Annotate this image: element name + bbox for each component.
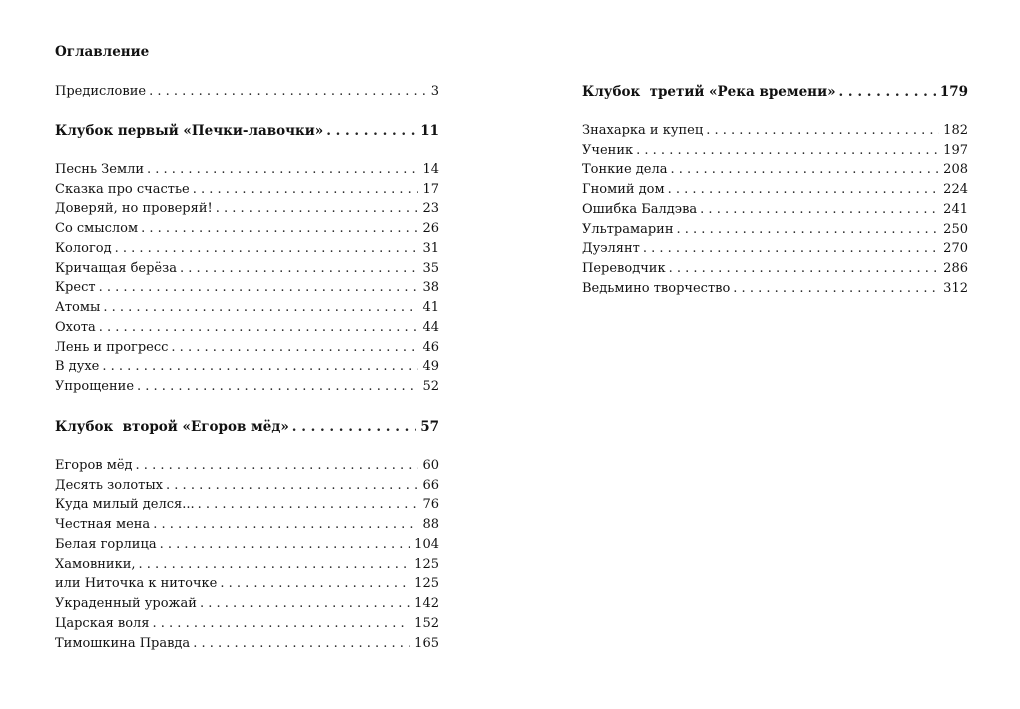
entry-page: 208: [943, 162, 968, 177]
part-page: 179: [939, 84, 968, 100]
toc-entry[interactable]: [55, 575, 439, 593]
dot-leader: [326, 122, 416, 140]
dot-leader: [200, 595, 410, 613]
entry-title: Ученик: [582, 143, 634, 158]
entry-title: Песнь Земли: [55, 162, 145, 177]
entry-page: 152: [414, 616, 439, 631]
dot-leader: [147, 161, 418, 179]
entry-page: 26: [422, 221, 439, 236]
dot-leader: [136, 457, 419, 475]
entry-title: Егоров мёд: [55, 458, 133, 473]
toc-entry[interactable]: [55, 161, 439, 179]
entry-title: Упрощение: [55, 379, 135, 394]
entry-title: Ведьмино творчество: [582, 281, 731, 296]
dot-leader: [220, 575, 410, 593]
entry-title: Знахарка и купец: [582, 123, 704, 138]
dot-leader: [668, 181, 940, 199]
toc-entry[interactable]: [55, 240, 439, 258]
dot-leader: [669, 260, 940, 278]
entry-title: Десять золотых: [55, 478, 164, 493]
dot-leader: [102, 358, 418, 376]
part-title: Клубок второй «Егоров мёд»: [55, 419, 289, 435]
dot-leader: [153, 516, 418, 534]
toc-entry[interactable]: [55, 615, 439, 633]
entry-title: Белая горлица: [55, 537, 157, 552]
entry-title: Украденный урожай: [55, 596, 197, 611]
toc-entry[interactable]: [55, 457, 439, 475]
entry-title: Сказка про счастье: [55, 182, 190, 197]
entry-title: Кричащая берёза: [55, 261, 177, 276]
entry-page: 60: [422, 458, 439, 473]
entry-page: 44: [422, 320, 439, 335]
toc-entry[interactable]: [582, 201, 968, 219]
dot-leader: [670, 161, 939, 179]
entry-page: 224: [943, 182, 968, 197]
entry-page: 41: [422, 300, 439, 315]
toc-entry[interactable]: [55, 279, 439, 297]
entry-page: 23: [422, 201, 439, 216]
toc-entry[interactable]: [582, 221, 968, 239]
entry-title: Тимошкина Правда: [55, 636, 191, 651]
entry-page: 88: [422, 517, 439, 532]
entry-page: 286: [943, 261, 968, 276]
entry-title: Хамовники,: [55, 557, 136, 572]
entry-title: Предисловие: [55, 84, 147, 99]
entry-page: 31: [422, 241, 439, 256]
toc-entry[interactable]: [55, 595, 439, 613]
toc-entry[interactable]: [582, 142, 968, 160]
dot-leader: [166, 477, 418, 495]
entry-title: Честная мена: [55, 517, 151, 532]
entry-page: 250: [943, 222, 968, 237]
toc-entry[interactable]: [582, 260, 968, 278]
dot-leader: [292, 418, 416, 436]
entry-page: 241: [943, 202, 968, 217]
toc-entry[interactable]: [582, 122, 968, 140]
toc-entry[interactable]: [582, 161, 968, 179]
toc-entry[interactable]: [582, 240, 968, 258]
dot-leader: [193, 181, 419, 199]
entry-page: 104: [414, 537, 439, 552]
dot-leader: [139, 556, 411, 574]
entry-title: Атомы: [55, 300, 101, 315]
dot-leader: [99, 319, 419, 337]
dot-leader: [700, 201, 939, 219]
entry-title: Куда милый делся...: [55, 497, 195, 512]
entry-page: 125: [414, 576, 439, 591]
part-page: 57: [420, 419, 439, 435]
toc-entry[interactable]: [582, 280, 968, 298]
dot-leader: [198, 496, 419, 514]
dot-leader: [839, 83, 936, 101]
toc-part-heading-3[interactable]: [582, 83, 968, 101]
dot-leader: [216, 200, 419, 218]
entry-title: Охота: [55, 320, 96, 335]
entry-page: 46: [422, 340, 439, 355]
entry-title: В духе: [55, 359, 100, 374]
entry-title: Дуэлянт: [582, 241, 640, 256]
toc-entry[interactable]: [55, 220, 439, 238]
entry-title: Кологод: [55, 241, 112, 256]
entry-page: 17: [422, 182, 439, 197]
entry-page: 142: [414, 596, 439, 611]
toc-entry[interactable]: [55, 299, 439, 317]
dot-leader: [193, 635, 410, 653]
toc-entry-preface[interactable]: [55, 83, 439, 101]
entry-page: 125: [414, 557, 439, 572]
dot-leader: [171, 339, 418, 357]
entry-page: 197: [943, 143, 968, 158]
toc-entry[interactable]: [55, 635, 439, 653]
dot-leader: [137, 378, 418, 396]
toc-entry[interactable]: [55, 260, 439, 278]
entry-title: или Ниточка к ниточке: [55, 576, 218, 591]
entry-page: 165: [414, 636, 439, 651]
dot-leader: [99, 279, 419, 297]
toc-entry[interactable]: [55, 378, 439, 396]
toc-entry[interactable]: [55, 200, 439, 218]
entry-title: Гномий дом: [582, 182, 665, 197]
dot-leader: [706, 122, 939, 140]
entry-title: Тонкие дела: [582, 162, 668, 177]
toc-entry[interactable]: [55, 319, 439, 337]
dot-leader: [643, 240, 939, 258]
toc-entry[interactable]: [55, 477, 439, 495]
entry-title: Переводчик: [582, 261, 666, 276]
entry-page: 38: [422, 280, 439, 295]
entry-title: Ультрамарин: [582, 222, 674, 237]
dot-leader: [153, 615, 411, 633]
entry-page: 66: [422, 478, 439, 493]
dot-leader: [103, 299, 418, 317]
dot-leader: [141, 220, 418, 238]
entry-title: Крест: [55, 280, 96, 295]
part-title: Клубок первый «Печки-лавочки»: [55, 123, 324, 139]
toc-entry[interactable]: [55, 181, 439, 199]
entry-page: 14: [422, 162, 439, 177]
dot-leader: [677, 221, 940, 239]
toc-entry[interactable]: [582, 181, 968, 199]
toc-part-heading-2[interactable]: [55, 418, 439, 436]
part-page: 11: [420, 123, 439, 139]
entry-page: 52: [422, 379, 439, 394]
dot-leader: [149, 83, 427, 101]
toc-part-heading-1[interactable]: [55, 122, 439, 140]
dot-leader: [115, 240, 419, 258]
dot-leader: [636, 142, 939, 160]
toc-entry[interactable]: [55, 339, 439, 357]
entry-page: 182: [943, 123, 968, 138]
dot-leader: [180, 260, 419, 278]
toc-entry[interactable]: [55, 358, 439, 376]
entry-page: 270: [943, 241, 968, 256]
entry-title: Доверяй, но проверяй!: [55, 201, 213, 216]
part-title: Клубок третий «Река времени»: [582, 84, 836, 100]
entry-page: 3: [430, 84, 439, 99]
entry-title: Царская воля: [55, 616, 150, 631]
toc-title: Оглавление: [55, 44, 150, 60]
entry-page: 49: [422, 359, 439, 374]
entry-title: Ошибка Балдэва: [582, 202, 698, 217]
dot-leader: [160, 536, 411, 554]
dot-leader: [733, 280, 939, 298]
toc-entry[interactable]: [55, 516, 439, 534]
entry-page: 312: [943, 281, 968, 296]
entry-title: Лень и прогресс: [55, 340, 169, 355]
toc-entry[interactable]: [55, 536, 439, 554]
entry-page: 35: [422, 261, 439, 276]
entry-title: Со смыслом: [55, 221, 139, 236]
entry-page: 76: [422, 497, 439, 512]
toc-entry[interactable]: [55, 556, 439, 574]
toc-entry[interactable]: [55, 496, 439, 514]
